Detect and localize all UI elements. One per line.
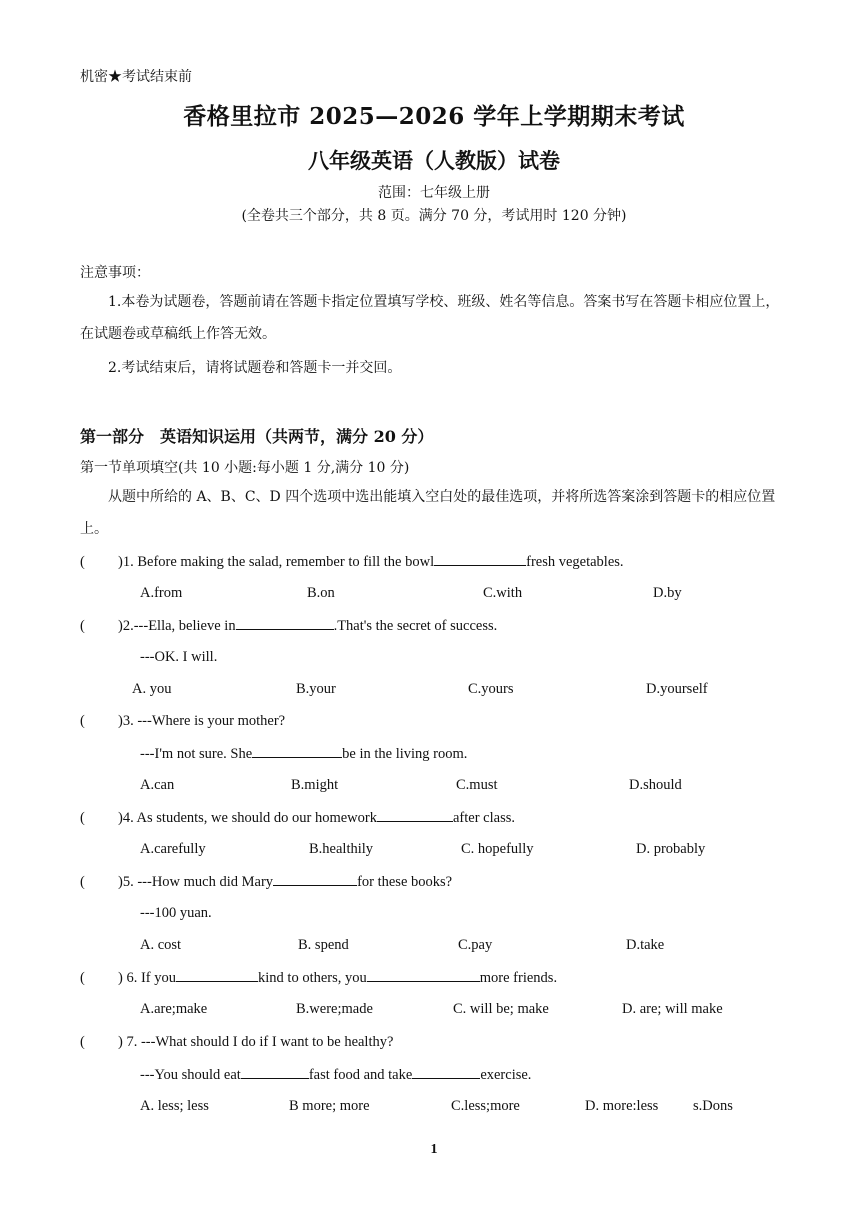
confidential-label: 机密★考试结束前	[80, 69, 192, 85]
option-d: D. are; will make	[622, 1001, 723, 1017]
option-b: B.might	[291, 777, 339, 793]
answer-blank	[377, 809, 453, 822]
answer-bracket: (	[80, 970, 85, 986]
option-d: D. probably	[636, 841, 706, 857]
option-d: D. more:less	[585, 1098, 659, 1114]
question-3-reply	[140, 745, 467, 763]
notice-item-1: 1.本卷为试题卷，答题前请在答题卡指定位置填写学校、班级、姓名等信息。答案书写在答题卡相应位置上，在试题卷或草稿纸上作答无效。	[80, 294, 780, 342]
option-c: C.less;more	[451, 1098, 520, 1114]
part1-heading: 第一部分 英语知识运用（共两节，满分 20 分）	[80, 427, 434, 446]
answer-bracket-close: )	[118, 618, 123, 634]
question-7-reply	[140, 1066, 531, 1084]
option-a: A.can	[140, 777, 175, 793]
option-a: A.are;make	[140, 1001, 208, 1017]
option-c: C.must	[456, 777, 498, 793]
section1-heading: 第一节单项填空(共 10 小题:每小题 1 分,满分 10 分)	[80, 460, 410, 476]
question-2	[80, 617, 497, 635]
option-b: B.on	[307, 585, 335, 601]
notice-heading: 注意事项：	[80, 265, 150, 281]
reply-text-suffix: exercise.	[480, 1067, 532, 1083]
answer-blank-2	[412, 1066, 480, 1079]
answer-bracket: (	[80, 618, 85, 634]
option-a: A.carefully	[140, 841, 206, 857]
option-b: B.your	[296, 681, 336, 697]
answer-blank	[434, 553, 526, 566]
question-text: 1. Before making the salad, remember to fill the bowl	[122, 554, 435, 570]
exam-info: (全卷共三个部分，共 8 页。满分 70 分，考试用时 120 分钟)	[241, 208, 627, 224]
answer-bracket-close: )	[118, 554, 123, 570]
option-b: B.were;made	[296, 1001, 373, 1017]
option-a: A. you	[132, 681, 172, 697]
question-text-suffix: more friends.	[479, 970, 558, 986]
question-text-suffix: fresh vegetables.	[526, 554, 624, 570]
option-c: C.yours	[468, 681, 514, 697]
question-text: 4. As students, we should do our homework	[122, 810, 377, 826]
question-text: 3. ---Where is your mother?	[122, 713, 286, 729]
notice-item-2: 2.考试结束后，请将试题卷和答题卡一并交回。	[108, 360, 402, 376]
reply-text: ---I'm not sure. She	[140, 746, 253, 762]
option-a: A. less; less	[140, 1098, 209, 1114]
answer-blank	[236, 617, 334, 630]
exam-subtitle: 八年级英语（人教版）试卷	[308, 148, 560, 173]
question-4	[80, 809, 515, 827]
option-c: C.with	[483, 585, 523, 601]
question-text-middle: kind to others, you	[258, 970, 367, 986]
answer-blank-1	[176, 969, 258, 982]
question-text-suffix: for these books?	[357, 874, 453, 890]
reply-text-middle: fast food and take	[308, 1067, 413, 1083]
stray-text: s.Dons	[693, 1098, 733, 1114]
section1-instruction: 从题中所给的 A、B、C、D 四个选项中选出能填入空白处的最佳选项，并将所选答案涂到答题卡的相应位置上。	[80, 489, 776, 537]
option-a: A.from	[140, 585, 183, 601]
question-1	[80, 553, 624, 571]
option-c: C.pay	[458, 937, 493, 953]
question-3	[80, 713, 285, 730]
answer-bracket-close: )	[118, 874, 123, 890]
question-5-reply: ---100 yuan.	[140, 905, 212, 921]
answer-blank	[273, 873, 357, 886]
option-d: D.should	[629, 777, 682, 793]
option-d: D.by	[653, 585, 682, 601]
option-d: D.take	[626, 937, 665, 953]
option-d: D.yourself	[646, 681, 708, 697]
answer-bracket: (	[80, 554, 85, 570]
option-b: B. spend	[298, 937, 349, 953]
question-7	[80, 1034, 393, 1051]
option-a: A. cost	[140, 937, 182, 953]
answer-bracket-close: )	[118, 810, 123, 826]
answer-bracket: (	[80, 1034, 85, 1050]
reply-text-suffix: be in the living room.	[342, 746, 468, 762]
exam-title: 香格里拉市 2025—2026 学年上学期期末考试	[183, 103, 685, 130]
reply-text: ---You should eat	[140, 1067, 241, 1083]
question-6	[80, 969, 557, 987]
page-number: 1	[430, 1142, 438, 1157]
question-text: 6. If you	[122, 970, 177, 986]
answer-bracket-close: )	[118, 970, 123, 986]
answer-bracket-close: )	[118, 1034, 123, 1050]
question-5	[80, 873, 452, 891]
question-text-suffix: after class.	[452, 810, 515, 826]
question-text-suffix: .That's the secret of success.	[333, 618, 498, 634]
answer-blank	[252, 745, 342, 758]
answer-bracket: (	[80, 874, 85, 890]
option-b: B.healthily	[309, 841, 374, 857]
exam-scope: 范围：七年级上册	[378, 185, 490, 201]
question-text: 7. ---What should I do if I want to be healthy?	[122, 1034, 394, 1050]
question-2-reply: ---OK. I will.	[140, 649, 218, 665]
option-c: C. hopefully	[461, 841, 534, 857]
option-b: B more; more	[289, 1098, 370, 1114]
question-text: 5. ---How much did Mary	[122, 874, 274, 890]
answer-blank-2	[367, 969, 480, 982]
answer-bracket-close: )	[118, 713, 123, 729]
option-c: C. will be; make	[453, 1001, 549, 1017]
answer-blank-1	[241, 1066, 309, 1079]
question-text: 2.---Ella, believe in	[122, 618, 236, 634]
answer-bracket: (	[80, 713, 85, 729]
answer-bracket: (	[80, 810, 85, 826]
